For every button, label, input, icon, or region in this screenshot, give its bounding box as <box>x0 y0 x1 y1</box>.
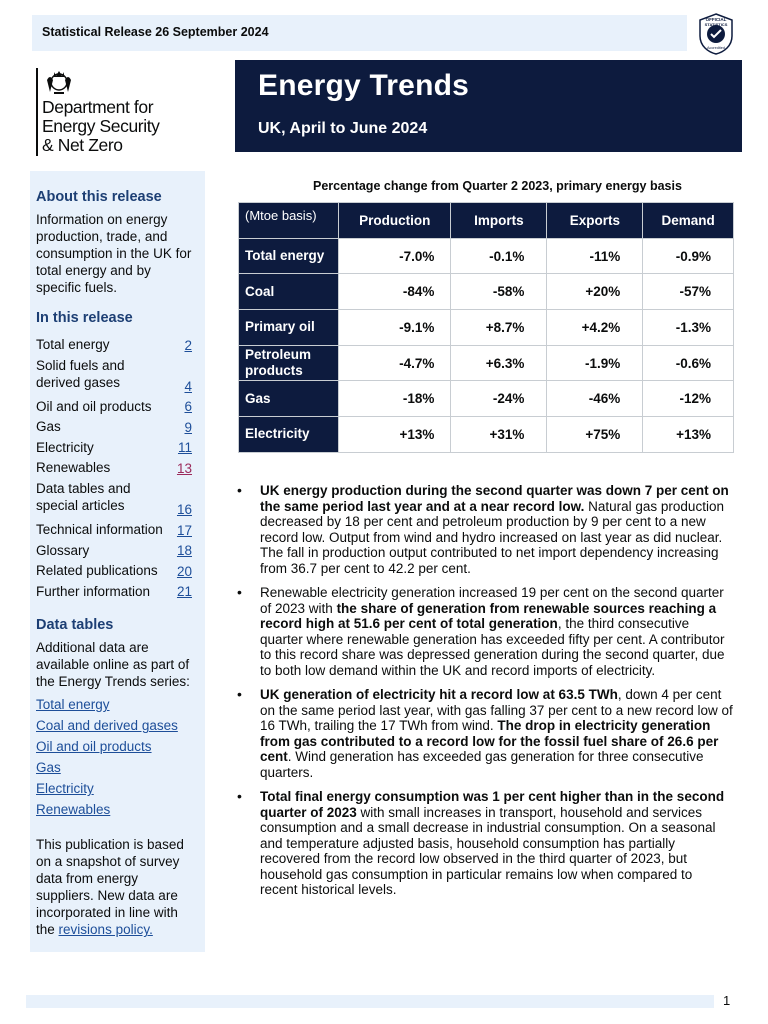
about-heading: About this release <box>36 189 162 205</box>
key-point-text: , down 4 per cent on the same period last year, with gas falling 37 per cent to a new record low of 16 TWh, trailing the 17 TWh from wind. <box>260 687 733 733</box>
table-cell: +6.3% <box>451 345 547 381</box>
contents-item-label: Gas <box>36 419 61 435</box>
official-statistics-badge-icon <box>696 12 736 56</box>
table-row <box>239 238 734 274</box>
table-cell: -84% <box>339 274 451 310</box>
contents-page-link[interactable]: 16 <box>176 501 192 517</box>
contents-page-link[interactable]: 20 <box>176 563 192 579</box>
column-header: Production <box>339 203 451 239</box>
table-cell: +13% <box>339 417 451 453</box>
contents-item <box>36 521 205 542</box>
contents-item <box>36 480 205 521</box>
data-link-renewables[interactable]: Renewables <box>36 802 111 818</box>
snapshot-note <box>36 836 205 938</box>
table-row <box>239 274 734 310</box>
data-link-oil[interactable]: Oil and oil products <box>36 739 152 755</box>
column-header: Imports <box>451 203 547 239</box>
table-cell: -9.1% <box>339 310 451 346</box>
department-name-line2: Energy Security <box>42 116 160 136</box>
page-subtitle: UK, April to June 2024 <box>258 120 428 137</box>
row-header: Petroleum products <box>239 345 339 381</box>
contents-item <box>36 398 205 419</box>
release-date: Statistical Release 26 September 2024 <box>42 25 269 39</box>
table-cell: -4.7% <box>339 345 451 381</box>
row-header: Primary oil <box>239 310 339 346</box>
sidebar <box>30 171 205 952</box>
column-header: Demand <box>643 203 734 239</box>
data-link-electricity[interactable]: Electricity <box>36 781 94 797</box>
contents-item <box>36 357 205 398</box>
key-point-text: Renewable electricity generation increased 19 per cent on the second quarter of 2023 with <box>260 585 724 616</box>
revisions-policy-link[interactable]: revisions policy. <box>58 922 153 938</box>
key-point-bold: UK energy production during the second quarter was down 7 per cent on the same period last year and at a near record low. <box>260 483 729 514</box>
table-cell: +20% <box>547 274 643 310</box>
column-header: Exports <box>547 203 643 239</box>
logo-rule <box>36 68 38 156</box>
badge-line2: STATISTICS <box>704 22 728 27</box>
key-point-text: with small increases in transport, household and services consumption and a small decrease in industrial consumption. On a seasonal and temperature adjusted basis, household consumption has partially recovered from the record low observed in the third quarter of 2023, but household gas consumption in particular remains low when compared to recent historical levels. <box>260 804 716 897</box>
about-text: Information on energy production, trade, and consumption in the UK for total energy and by specific fuels. <box>36 212 192 295</box>
contents-item <box>36 562 205 583</box>
department-name-line3: & Net Zero <box>42 135 123 155</box>
title-block <box>235 60 742 152</box>
table-cell: -58% <box>451 274 547 310</box>
table-corner-note: (Mtoe basis) <box>239 203 339 239</box>
summary-table <box>238 202 734 453</box>
contents-item-label: Glossary <box>36 542 90 558</box>
table-cell: +8.7% <box>451 310 547 346</box>
key-point-text: , the third consecutive quarter where renewable generation has exceeded fifty per cent. A contributor to this record share was depressed generation during the second quarter, due to both low demand within the UK and record imports of electricity. <box>260 616 725 678</box>
table-caption: Percentage change from Quarter 2 2023, primary energy basis <box>313 179 682 193</box>
table-cell: -18% <box>339 381 451 417</box>
contents-item <box>36 459 205 480</box>
row-header: Electricity <box>239 417 339 453</box>
contents-item <box>36 336 205 357</box>
key-point-bold: UK generation of electricity hit a record low at 63.5 TWh <box>260 687 618 702</box>
key-point <box>237 585 733 678</box>
contents-item-label: Oil and oil products <box>36 398 152 414</box>
contents-page-link[interactable]: 17 <box>176 522 192 538</box>
table-cell: -57% <box>643 274 734 310</box>
badge-line1: OFFICIAL <box>705 17 727 22</box>
table-header-row <box>239 203 734 239</box>
table-cell: -0.1% <box>451 238 547 274</box>
row-header: Coal <box>239 274 339 310</box>
contents-item-label: Renewables <box>36 460 111 476</box>
in-release-heading: In this release <box>36 310 133 326</box>
data-tables-text: Additional data are available online as part of the Energy Trends series: <box>36 640 190 690</box>
table-row <box>239 345 734 381</box>
contents-item <box>36 439 205 460</box>
key-point <box>237 789 733 898</box>
table-cell: -1.3% <box>643 310 734 346</box>
key-point-bold: The drop in electricity generation from gas contributed to a record low for the fossil fuel share of 26.6 per cent <box>260 718 719 764</box>
department-name-line1: Department for <box>42 97 154 117</box>
table-cell: -7.0% <box>339 238 451 274</box>
contents-page-link[interactable]: 2 <box>184 337 192 353</box>
table-cell: -0.6% <box>643 345 734 381</box>
contents-item <box>36 542 205 563</box>
page-title: Energy Trends <box>258 69 470 102</box>
badge-line3: Accredited <box>707 46 725 50</box>
key-points-list <box>237 483 733 907</box>
footer-bar <box>26 995 714 1008</box>
release-banner <box>32 15 687 51</box>
contents-item-label: Technical information <box>36 521 163 537</box>
department-logo <box>36 66 216 166</box>
contents-page-link[interactable]: 9 <box>184 419 192 435</box>
data-link-total-energy[interactable]: Total energy <box>36 697 110 713</box>
key-point-text: . Wind generation has exceeded gas generation for three consecutive quarters. <box>260 749 704 780</box>
royal-crest-icon <box>44 66 74 96</box>
table-cell: -24% <box>451 381 547 417</box>
contents-list <box>36 336 205 603</box>
table-row <box>239 310 734 346</box>
key-point-text: Natural gas production decreased by 18 per cent and petroleum production by 9 per cent to a new record low. Output from wind and hydro increased on last year as did nuclear. The fall in production output contributed to net import dependency increasing from 36.7 per cent to 42.2 per cent. <box>260 498 724 576</box>
contents-item <box>36 583 205 604</box>
contents-page-link[interactable]: 11 <box>177 440 192 456</box>
table-row <box>239 417 734 453</box>
data-tables-heading: Data tables <box>36 617 114 634</box>
contents-page-link[interactable]: 21 <box>176 584 192 600</box>
contents-item-label: Total energy <box>36 337 110 352</box>
contents-item-label: Solid fuels and derived gases <box>36 357 125 390</box>
contents-page-link[interactable]: 13 <box>176 460 192 476</box>
row-header: Total energy <box>239 238 339 274</box>
contents-page-link[interactable]: 6 <box>184 399 192 415</box>
contents-item <box>36 418 205 439</box>
data-table-links <box>36 696 205 822</box>
table-cell: -46% <box>547 381 643 417</box>
table-cell: +13% <box>643 417 734 453</box>
contents-item-label: Further information <box>36 583 151 599</box>
table-cell: -0.9% <box>643 238 734 274</box>
contents-page-link[interactable]: 18 <box>176 543 192 559</box>
key-point-bold: Total final energy consumption was 1 per cent higher than in the second quarter of 2023 <box>260 789 725 820</box>
key-point-bold: the share of generation from renewable sources reaching a record high at 51.6 per cent of total generation <box>260 600 717 631</box>
contents-item-label: Related publications <box>36 563 158 579</box>
table-cell: +4.2% <box>547 310 643 346</box>
department-name <box>42 98 160 155</box>
table-cell: -11% <box>547 238 643 274</box>
contents-item-label: Data tables and special articles <box>36 480 131 513</box>
table-cell: -12% <box>643 381 734 417</box>
table-cell: -1.9% <box>547 345 643 381</box>
snapshot-text: This publication is based on a snapshot of survey data from energy suppliers. New data are incorporated in line with the <box>36 837 184 938</box>
table-cell: +31% <box>451 417 547 453</box>
row-header: Gas <box>239 381 339 417</box>
key-point <box>237 483 733 576</box>
page-number: 1 <box>723 993 731 1008</box>
key-point <box>237 687 733 780</box>
contents-page-link[interactable]: 4 <box>184 378 192 394</box>
data-link-coal[interactable]: Coal and derived gases <box>36 718 178 734</box>
table-row <box>239 381 734 417</box>
contents-item-label: Electricity <box>36 439 94 455</box>
table-cell: +75% <box>547 417 643 453</box>
data-link-gas[interactable]: Gas <box>36 760 61 776</box>
